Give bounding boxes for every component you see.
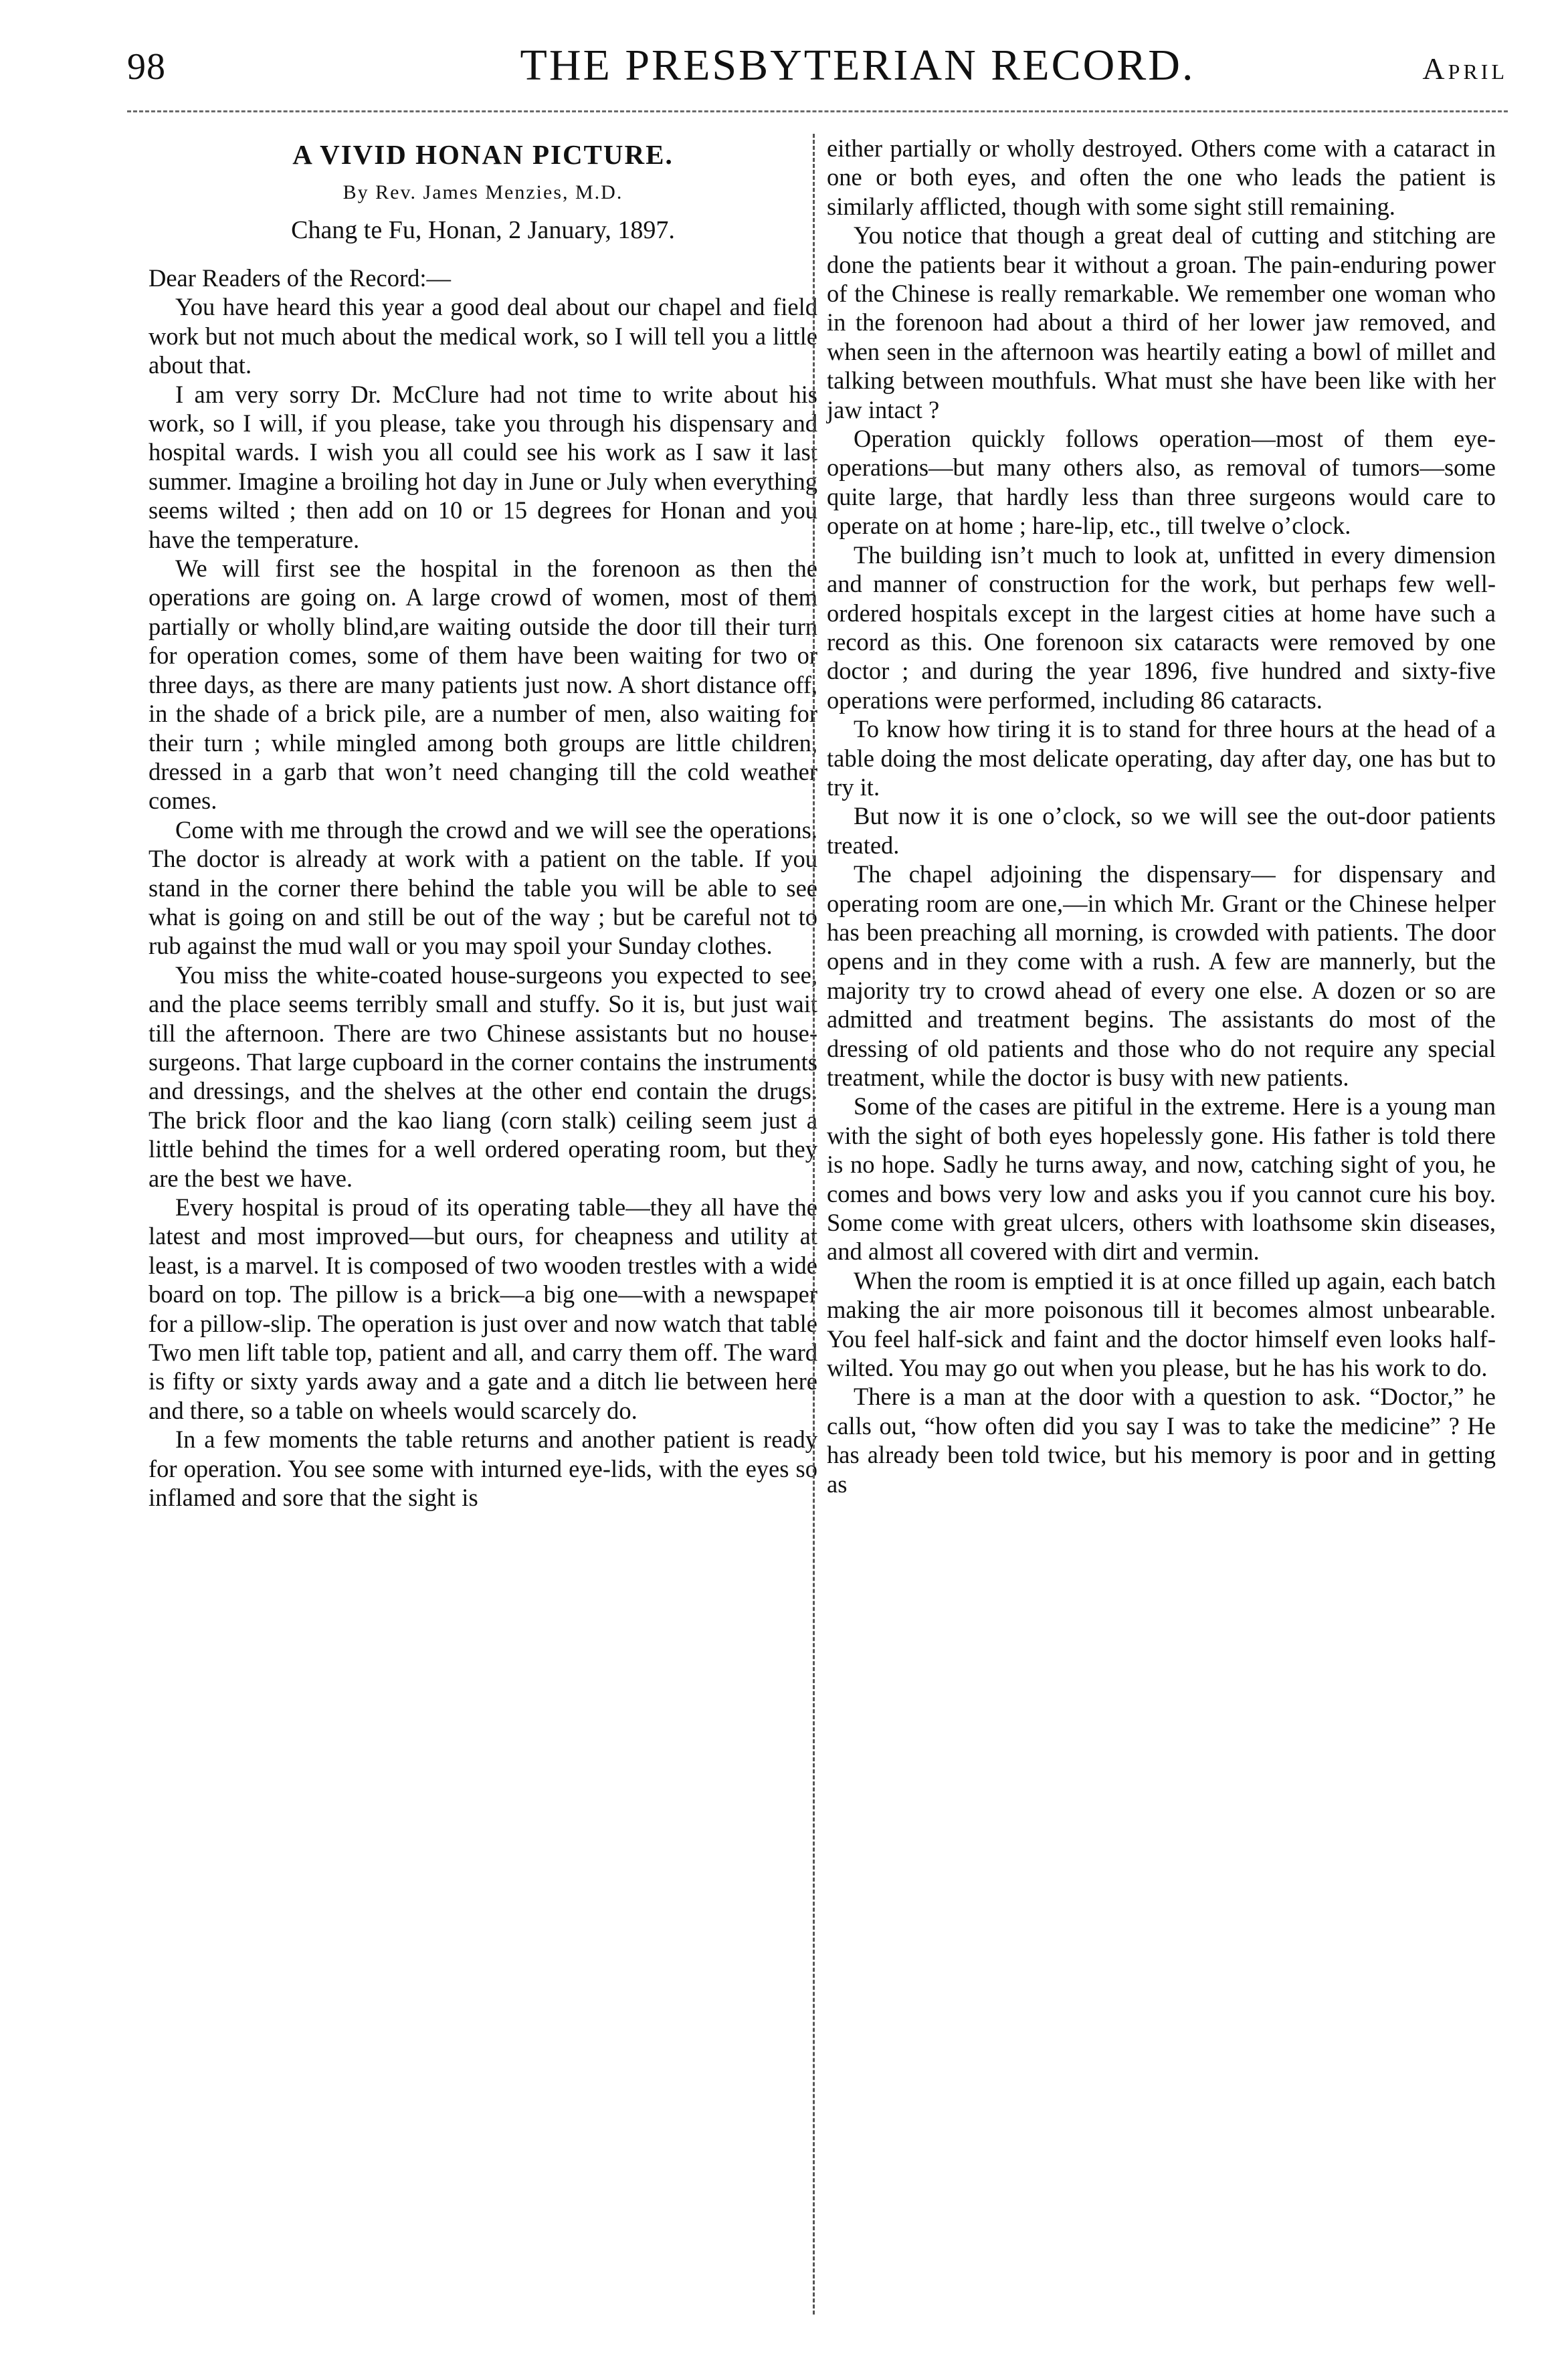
article-dateline: Chang te Fu, Honan, 2 January, 1897. [291,216,675,244]
column-divider [813,134,815,2315]
paragraph: When the room is emptied it is at once filled up again, each batch making the air more poisonous till it becomes almost unbearable. You feel half-sick and faint and the doctor himself even looks half-wilted. You may go out when you please, but he has his work to do. [827,1266,1496,1382]
article-title: A VIVID HONAN PICTURE. [292,139,674,170]
issue-month: April [1422,52,1508,86]
paragraph: There is a man at the door with a question to ask. “Doctor,” he calls out, “how often did you say I was to take the medicine” ? He has already been told twice, but his memory is poor and in getting as [827,1383,1496,1498]
paragraph: I am very sorry Dr. McClure had not time to write about his work, so I will, if you please, take you through his dispensary and hospital wards. I wish you all could see his work as I saw it last summer. Imagine a broiling hot day in June or July when everything seems wilted ; then add on 10 or 15 degrees for Honan and you have the temperature. [149,380,817,553]
paragraph: either partially or wholly destroyed. Others come with a cataract in one or both eyes, and often the one who leads the patient is similarly afflicted, though with some sight still remaining. [827,134,1496,220]
page-header [127,40,1508,100]
paragraph: You have heard this year a good deal about our chapel and field work but not much about the medical work, so I will tell you a little about that. [149,293,817,379]
paragraph: But now it is one o’clock, so we will see the out-door patients treated. [827,802,1496,859]
right-column [827,134,1496,1498]
journal-title: THE PRESBYTERIAN RECORD. [520,41,1195,90]
paragraph: Some of the cases are pitiful in the extreme. Here is a young man with the sight of both eyes hopelessly gone. His father is told there is no hope. Sadly he turns away, and now, catching sight of you, he comes and bows very low and asks you if you cannot cure his boy. Some come with great ulcers, others with loathsome skin diseases, and almost all covered with dirt and vermin. [827,1092,1496,1266]
paragraph: You notice that though a great deal of cutting and stitching are done the patients bear it without a groan. The pain-enduring power of the Chinese is really remarkable. We remember one woman who in the forenoon had about a third of her lower jaw removed, and when seen in the afternoon was heartily eating a bowl of millet and talking between mouthfuls. What must she have been like with her jaw intact ? [827,221,1496,423]
salutation: Dear Readers of the Record:— [149,264,452,292]
paragraph: You miss the white-coated house-surgeons you expected to see, and the place seems terribly small and stuffy. So it is, but just wait till the afternoon. There are two Chinese assistants but no house-surgeons. That large cupboard in the corner contains the instruments and dressings, and the shelves at the other end contain the drugs. The brick floor and the kao liang (corn stalk) ceiling seem just a little behind the times for a well ordered operating room, but they are the best we have. [149,961,817,1192]
paragraph: The building isn’t much to look at, unfitted in every dimension and manner of construction for the work, but perhaps few well-ordered hospitals except in the largest cities at home have such a record as this. One forenoon six cataracts were removed by one doctor ; and during the year 1896, five hundred and sixty-five operations were performed, including 86 cataracts. [827,541,1496,714]
page-number: 98 [127,46,166,88]
paragraph: Every hospital is proud of its operating table—they all have the latest and most improved—but ours, for cheapness and utility at least, is a marvel. It is composed of two wooden trestles with a wide board on top. The pillow is a brick—a big one—with a newspaper for a pillow-slip. The operation is just over and now watch that table Two men lift table top, patient and all, and carry them off. The ward is fifty or sixty yards away and a gate and a ditch lie between here and there, so a table on wheels would scarcely do. [149,1193,817,1424]
header-rule [127,110,1508,112]
paragraph: We will first see the hospital in the forenoon as then the operations are going on. A large crowd of women, most of them partially or wholly blind,are waiting outside the door till their turn for operation comes, some of them have been waiting for two or three days, as there are many patients just now. A short distance off, in the shade of a brick pile, are a number of men, also waiting for their turn ; while mingled among both groups are little children, dressed in a garb that won’t need changing till the cold weather comes. [149,555,817,815]
paragraph: In a few moments the table returns and another patient is ready for operation. You see some with inturned eye-lids, with the eyes so inflamed and sore that the sight is [149,1426,817,1512]
left-column [149,132,817,1512]
paragraph: Operation quickly follows operation—most of them eye-operations—but many others also, as removal of tumors—some quite large, that hardly less than three surgeons would care to operate on at home ; hare-lip, etc., till twelve o’clock. [827,425,1496,540]
paragraph: Come with me through the crowd and we will see the operations. The doctor is already at work with a patient on the table. If you stand in the corner there behind the table you will be able to see what is going on and still be out of the way ; but be careful not to rub against the mud wall or you may spoil your Sunday clothes. [149,815,817,960]
paragraph: The chapel adjoining the dispensary— for dispensary and operating room are one,—in which Mr. Grant or the Chinese helper has been preaching all morning, is crowded with patients. The door opens and in they come with a rush. A few are mannerly, but the majority try to crowd ahead of every one else. A dozen or so are admitted and treatment begins. The assistants do most of the dressing of old patients and those who do not require any special treatment, while the doctor is busy with new patients. [827,860,1496,1091]
article-byline: By Rev. James Menzies, M.D. [342,181,623,203]
paragraph: To know how tiring it is to stand for three hours at the head of a table doing the most delicate operating, day after day, one has but to try it. [827,715,1496,801]
